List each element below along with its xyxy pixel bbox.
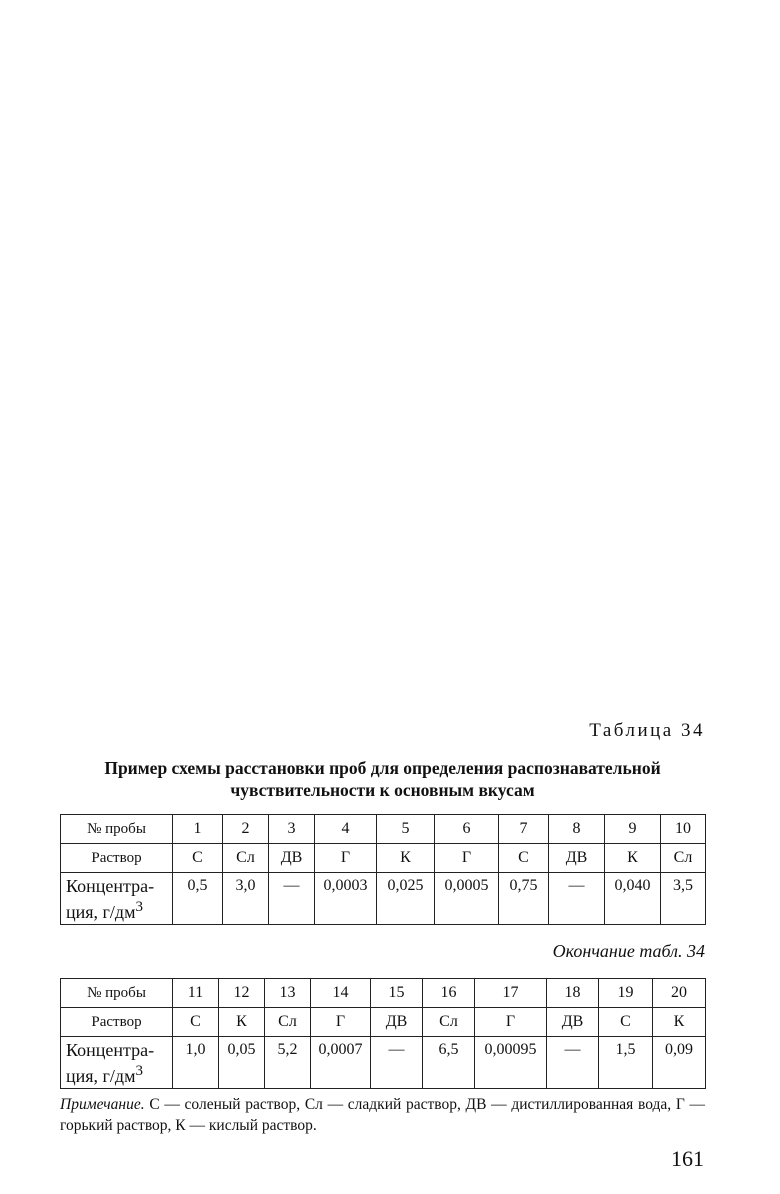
solution-cell: Г	[475, 1008, 547, 1037]
concentration-cell: 0,09	[653, 1037, 706, 1089]
concentration-cell: 0,0005	[435, 873, 499, 925]
concentration-cell: 1,5	[599, 1037, 653, 1089]
sample-number-cell: 6	[435, 815, 499, 844]
table-number-label: Таблица 34	[589, 720, 705, 741]
concentration-unit-exponent: 3	[135, 899, 143, 915]
sample-number-cell: 9	[605, 815, 661, 844]
concentration-cell: 0,75	[499, 873, 549, 925]
sample-number-header: № пробы	[61, 979, 173, 1008]
concentration-header-line1: Концентра-	[66, 1040, 155, 1060]
solution-cell: Сл	[661, 844, 706, 873]
solution-cell: ДВ	[547, 1008, 599, 1037]
solution-header: Раствор	[61, 844, 173, 873]
page-number: 161	[671, 1146, 704, 1171]
sample-number-cell: 18	[547, 979, 599, 1008]
solution-cell: ДВ	[371, 1008, 423, 1037]
table-continuation-label: Окончание табл. 34	[552, 941, 705, 961]
concentration-unit-exponent: 3	[135, 1063, 143, 1079]
sample-number-cell: 12	[219, 979, 265, 1008]
solution-cell: Сл	[265, 1008, 311, 1037]
solution-cell: С	[499, 844, 549, 873]
solution-cell: Г	[435, 844, 499, 873]
sample-number-cell: 19	[599, 979, 653, 1008]
note-label: Примечание.	[60, 1096, 145, 1113]
note-text: С — соленый раствор, Сл — сладкий раствор, ДВ — дистиллированная вода, Г — горький раствор, К — кислый раствор.	[60, 1096, 706, 1134]
sample-number-cell: 17	[475, 979, 547, 1008]
solution-cell: ДВ	[269, 844, 315, 873]
sample-number-cell: 15	[371, 979, 423, 1008]
concentration-cell: —	[371, 1037, 423, 1089]
solution-cell: Сл	[223, 844, 269, 873]
concentration-cell: 0,05	[219, 1037, 265, 1089]
solution-cell: Г	[315, 844, 377, 873]
sample-number-cell: 20	[653, 979, 706, 1008]
solution-cell: К	[653, 1008, 706, 1037]
concentration-cell: 6,5	[423, 1037, 475, 1089]
solution-cell: С	[173, 1008, 219, 1037]
concentration-header-line1: Концентра-	[66, 876, 155, 896]
sample-number-cell: 2	[223, 815, 269, 844]
concentration-header	[61, 1037, 173, 1089]
concentration-cell: 3,5	[661, 873, 706, 925]
sample-number-cell: 5	[377, 815, 435, 844]
concentration-cell: —	[547, 1037, 599, 1089]
concentration-cell: —	[269, 873, 315, 925]
sample-number-cell: 10	[661, 815, 706, 844]
solution-cell: Г	[311, 1008, 371, 1037]
sample-number-cell: 16	[423, 979, 475, 1008]
solution-cell: К	[605, 844, 661, 873]
sample-number-header: № пробы	[61, 815, 173, 844]
solution-cell: С	[599, 1008, 653, 1037]
sample-number-cell: 1	[173, 815, 223, 844]
concentration-header	[61, 873, 173, 925]
concentration-cell: 0,5	[173, 873, 223, 925]
samples-table-part-1	[60, 814, 706, 925]
concentration-cell: 1,0	[173, 1037, 219, 1089]
table-title: Пример схемы расстановки проб для определения распознавательной чувствительности к основным вкусам	[104, 758, 661, 800]
table-note	[60, 1094, 705, 1136]
solution-header: Раствор	[61, 1008, 173, 1037]
sample-number-cell: 4	[315, 815, 377, 844]
sample-number-cell: 13	[265, 979, 311, 1008]
concentration-cell: 3,0	[223, 873, 269, 925]
concentration-cell: 0,040	[605, 873, 661, 925]
concentration-cell: 0,025	[377, 873, 435, 925]
concentration-cell: —	[549, 873, 605, 925]
sample-number-cell: 11	[173, 979, 219, 1008]
solution-row	[61, 844, 706, 873]
sample-number-cell: 7	[499, 815, 549, 844]
concentration-row	[61, 873, 706, 925]
sample-number-row	[61, 979, 706, 1008]
sample-number-cell: 3	[269, 815, 315, 844]
concentration-header-line2: ция, г/дм	[66, 902, 136, 922]
solution-cell: ДВ	[549, 844, 605, 873]
concentration-row	[61, 1037, 706, 1089]
solution-cell: С	[173, 844, 223, 873]
solution-row	[61, 1008, 706, 1037]
solution-cell: К	[377, 844, 435, 873]
samples-table-part-2	[60, 978, 706, 1089]
concentration-cell: 5,2	[265, 1037, 311, 1089]
concentration-cell: 0,0007	[311, 1037, 371, 1089]
sample-number-cell: 8	[549, 815, 605, 844]
concentration-cell: 0,00095	[475, 1037, 547, 1089]
solution-cell: Сл	[423, 1008, 475, 1037]
solution-cell: К	[219, 1008, 265, 1037]
sample-number-cell: 14	[311, 979, 371, 1008]
concentration-header-line2: ция, г/дм	[66, 1066, 136, 1086]
concentration-cell: 0,0003	[315, 873, 377, 925]
sample-number-row	[61, 815, 706, 844]
